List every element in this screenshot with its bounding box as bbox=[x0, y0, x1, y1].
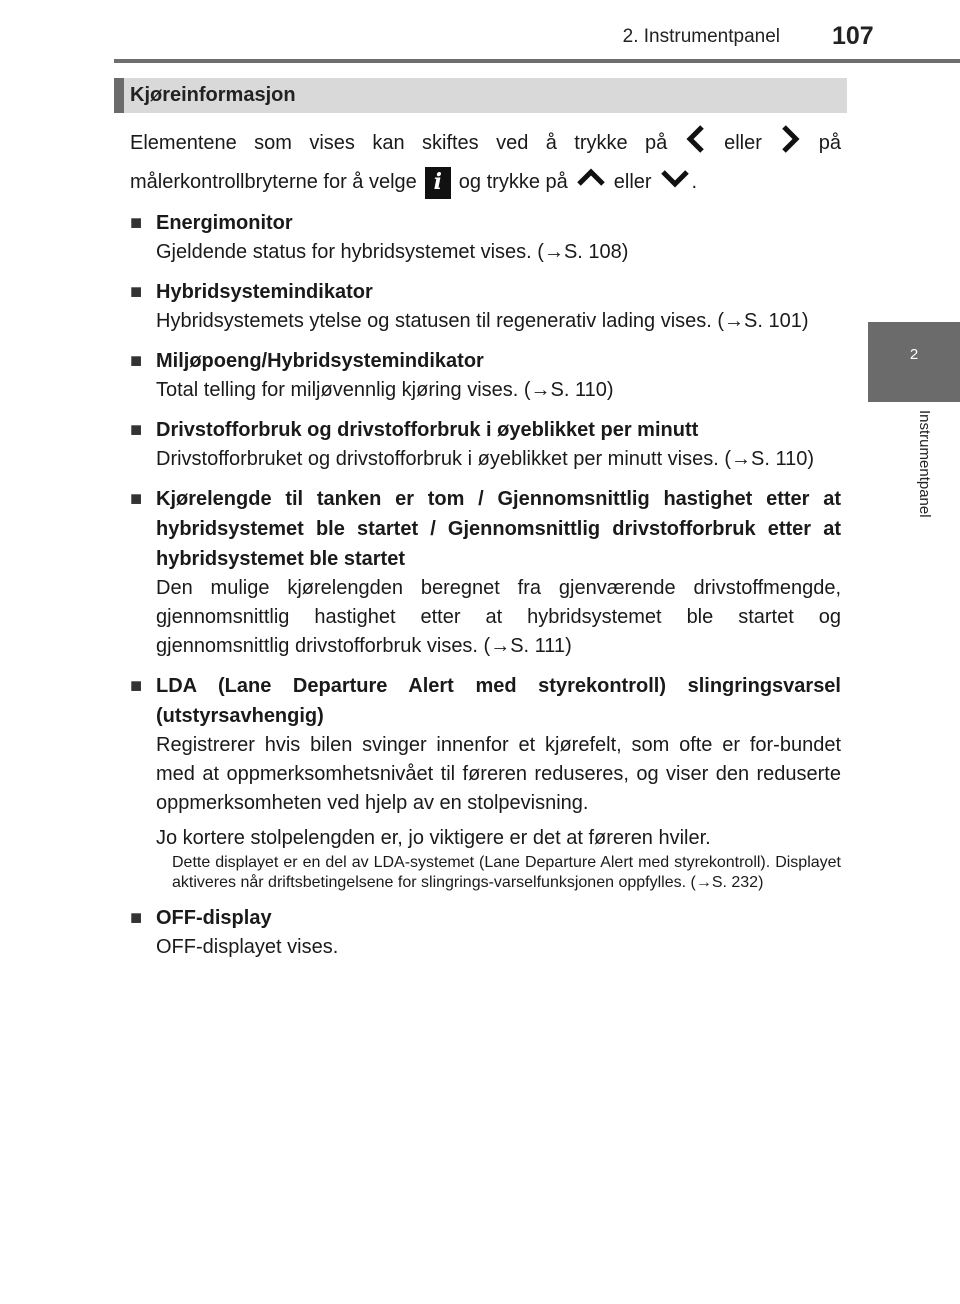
item-title bbox=[130, 484, 841, 574]
info-icon: i bbox=[425, 167, 451, 199]
bullet-square-icon: ■ bbox=[130, 350, 143, 372]
item-body: Hybridsystemets ytelse og statusen til regenerativ lading vises. (→S. 101) bbox=[156, 310, 809, 332]
list-item bbox=[130, 484, 841, 661]
item-title-text: Drivstofforbruk og drivstofforbruk i øyeblikket per minutt bbox=[156, 419, 699, 441]
intro-word: på bbox=[645, 132, 668, 154]
chapter-side-label: Instrumentpanel bbox=[916, 410, 933, 518]
intro-text: målerkontrollbryterne for å velge bbox=[130, 171, 417, 193]
chevron-up-icon bbox=[576, 167, 606, 199]
intro-word: på bbox=[818, 132, 841, 154]
list-item bbox=[130, 346, 841, 405]
item-title-text: Kjørelengde til tanken er tom / Gjennomsnittlig hastighet etter at hybridsystemet ble startet / Gjennomsnittlig drivstofforbruk etter at hybridsystemet ble startet bbox=[156, 488, 841, 570]
chevron-left-icon bbox=[685, 124, 707, 164]
item-body: Den mulige kjørelengden beregnet fra gjenværende drivstoffmengde, gjennomsnittlig hastighet etter at hybridsystemet ble startet og gjennomsnittlig drivstofforbruk vises. (→S. 111) bbox=[156, 577, 841, 657]
intro-word: kan bbox=[372, 132, 405, 154]
list-item bbox=[130, 671, 841, 893]
item-body: Drivstofforbruket og drivstofforbruk i øyeblikket per minutt vises. (→S. 110) bbox=[156, 448, 815, 470]
list-item bbox=[130, 903, 841, 962]
item-body: OFF-displayet vises. bbox=[156, 936, 339, 958]
chapter-title: 2. Instrumentpanel bbox=[622, 26, 780, 47]
section-title: Kjøreinformasjon bbox=[130, 84, 296, 106]
bullet-square-icon: ■ bbox=[130, 675, 143, 697]
list-item bbox=[130, 208, 841, 267]
bullet-square-icon: ■ bbox=[130, 419, 143, 441]
header-divider bbox=[114, 59, 960, 63]
item-title-text: LDA (Lane Departure Alert med styrekontroll) slingringsvarsel (utstyrsavhengig) bbox=[156, 675, 841, 727]
intro-text: . bbox=[691, 171, 698, 193]
bullet-square-icon: ■ bbox=[130, 488, 143, 510]
item-title bbox=[130, 346, 841, 376]
intro-word: Elementene bbox=[130, 132, 237, 154]
item-body: Registrerer hvis bilen svinger innenfor et kjørefelt, som ofte er for-bundet med at oppmerksomhetsnivået til føreren reduseres, og viser den reduserte oppmerksomheten ved hjelp av en stolpevisning. bbox=[156, 734, 841, 814]
item-title-text: OFF-display bbox=[156, 907, 272, 929]
main-content bbox=[130, 128, 841, 962]
intro-line-1 bbox=[130, 128, 841, 159]
item-body-secondary: Jo kortere stolpelengden er, jo viktigere er det at føreren hviler. bbox=[156, 827, 711, 849]
item-title bbox=[130, 671, 841, 731]
item-title bbox=[130, 277, 841, 307]
intro-paragraph bbox=[130, 128, 841, 198]
item-title bbox=[130, 208, 841, 238]
item-title-text: Energimonitor bbox=[156, 212, 293, 234]
chevron-right-icon bbox=[779, 124, 801, 164]
item-note: Dette displayet er en del av LDA-systemet (Lane Departure Alert med styrekontroll). Displayet aktiveres når driftsbetingelsene for slingrings-varselfunksjonen oppfylles. (→S. 232) bbox=[172, 854, 841, 891]
intro-line-2 bbox=[130, 167, 841, 198]
item-title-text: Hybridsystemindikator bbox=[156, 281, 373, 303]
item-title-text: Miljøpoeng/Hybridsystemindikator bbox=[156, 350, 484, 372]
section-heading-accent bbox=[114, 78, 124, 113]
page-number: 107 bbox=[832, 22, 874, 50]
item-body: Gjeldende status for hybridsystemet vises. (→S. 108) bbox=[156, 241, 629, 263]
intro-word: å bbox=[545, 132, 557, 154]
intro-word: ved bbox=[496, 132, 529, 154]
intro-word: trykke bbox=[574, 132, 628, 154]
chevron-down-icon bbox=[660, 167, 690, 199]
intro-word: eller bbox=[724, 132, 762, 154]
item-title bbox=[130, 903, 841, 933]
bullet-square-icon: ■ bbox=[130, 212, 143, 234]
intro-text: og trykke på bbox=[458, 171, 568, 193]
chapter-tab-number: 2 bbox=[909, 346, 919, 363]
item-title bbox=[130, 415, 841, 445]
list-item bbox=[130, 277, 841, 336]
bullet-square-icon: ■ bbox=[130, 907, 143, 929]
list-item bbox=[130, 415, 841, 474]
bullet-square-icon: ■ bbox=[130, 281, 143, 303]
intro-text: eller bbox=[613, 171, 652, 193]
item-body: Total telling for miljøvennlig kjøring vises. (→S. 110) bbox=[156, 379, 614, 401]
intro-word: skiftes bbox=[422, 132, 479, 154]
intro-word: vises bbox=[309, 132, 355, 154]
intro-word: som bbox=[254, 132, 292, 154]
